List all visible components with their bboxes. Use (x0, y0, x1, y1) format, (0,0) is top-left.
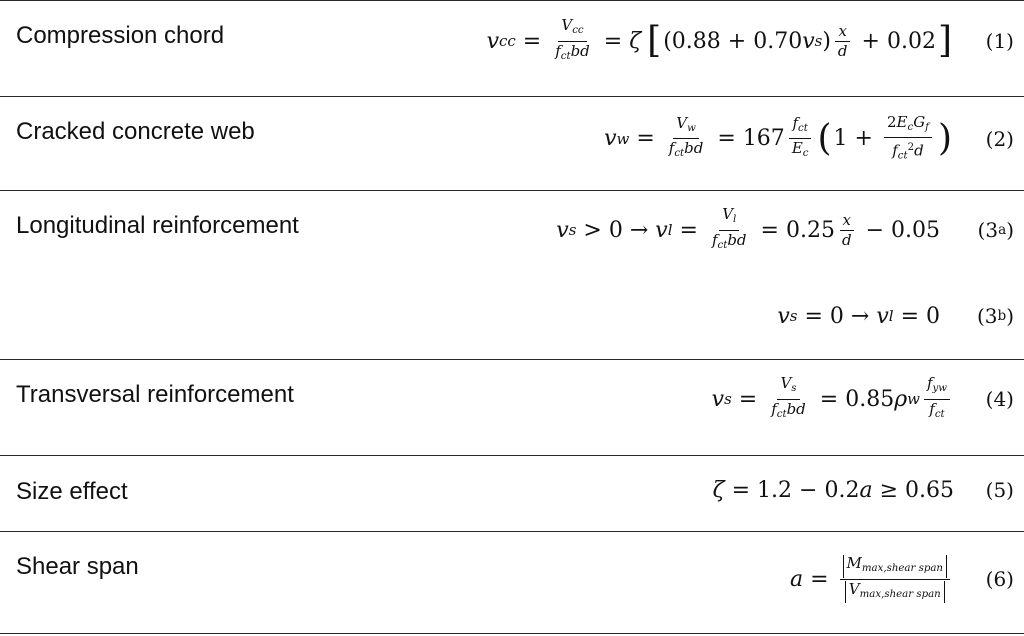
equation-shear-span: a = $\frac{M_{max,shear span}}{V_{max,shear span}}$ (790, 544, 954, 614)
equation-longitudinal-reinforcement-b: v s = 0 → v l = 0 (777, 303, 940, 329)
equation-number-2: (2) (985, 127, 1014, 151)
equation-longitudinal-reinforcement-a: v s > 0 → v l = $\frac{V_l}{f_{ct}bd}$ = 0.25 $\frac{x}{d}$ − 0.05 (556, 205, 940, 251)
equation-transversal-reinforcement: v s = $\frac{V_s}{f_{ct}bd}$ = 0.85 ρ w $\frac{f_{yw}}{f_{ct}}$ (712, 364, 954, 434)
row-label-compression-chord: Compression chord (16, 22, 225, 49)
equation-size-effect: ζ = 1.2 − 0.2 a ≥ 0.65 (712, 477, 954, 503)
equation-number-3b: (3 b ) (976, 304, 1014, 328)
table-row-divider (0, 190, 1024, 191)
equation-compression-chord: v cc = $\frac{V_{cc}}{f_{ct}bd}$ = ζ [ ( 0.88 + 0.70 v s ) $\frac{x}{d}$ + 0.02 ] (486, 16, 952, 62)
table-bottom-rule (0, 633, 1024, 634)
row-label-cracked-concrete-web: Cracked concrete web (16, 118, 255, 145)
row-label-longitudinal-reinforcement: Longitudinal reinforcement (16, 212, 299, 239)
row-label-size-effect: Size effect (16, 478, 128, 505)
equation-number-6: (6) (985, 567, 1014, 591)
equation-cracked-concrete-web: v w = $\frac{V_w}{f_{ct}bd}$ = 167 $\frac{f_{ct}}{E_c}$ ( 1 + $\frac{2E_cG_f}{f_{ct}^2d}$ ) (604, 112, 952, 162)
row-label-transversal-reinforcement: Transversal reinforcement (16, 381, 294, 408)
equation-number-3a: (3 a ) (977, 218, 1014, 242)
table-row-divider (0, 359, 1024, 360)
table-top-rule (0, 0, 1024, 1)
equation-number-1: (1) (985, 29, 1014, 53)
equation-number-4: (4) (985, 387, 1014, 411)
equation-number-5: (5) (985, 478, 1014, 502)
table-row-divider (0, 96, 1024, 97)
row-label-shear-span: Shear span (16, 553, 139, 580)
table-row-divider (0, 531, 1024, 532)
